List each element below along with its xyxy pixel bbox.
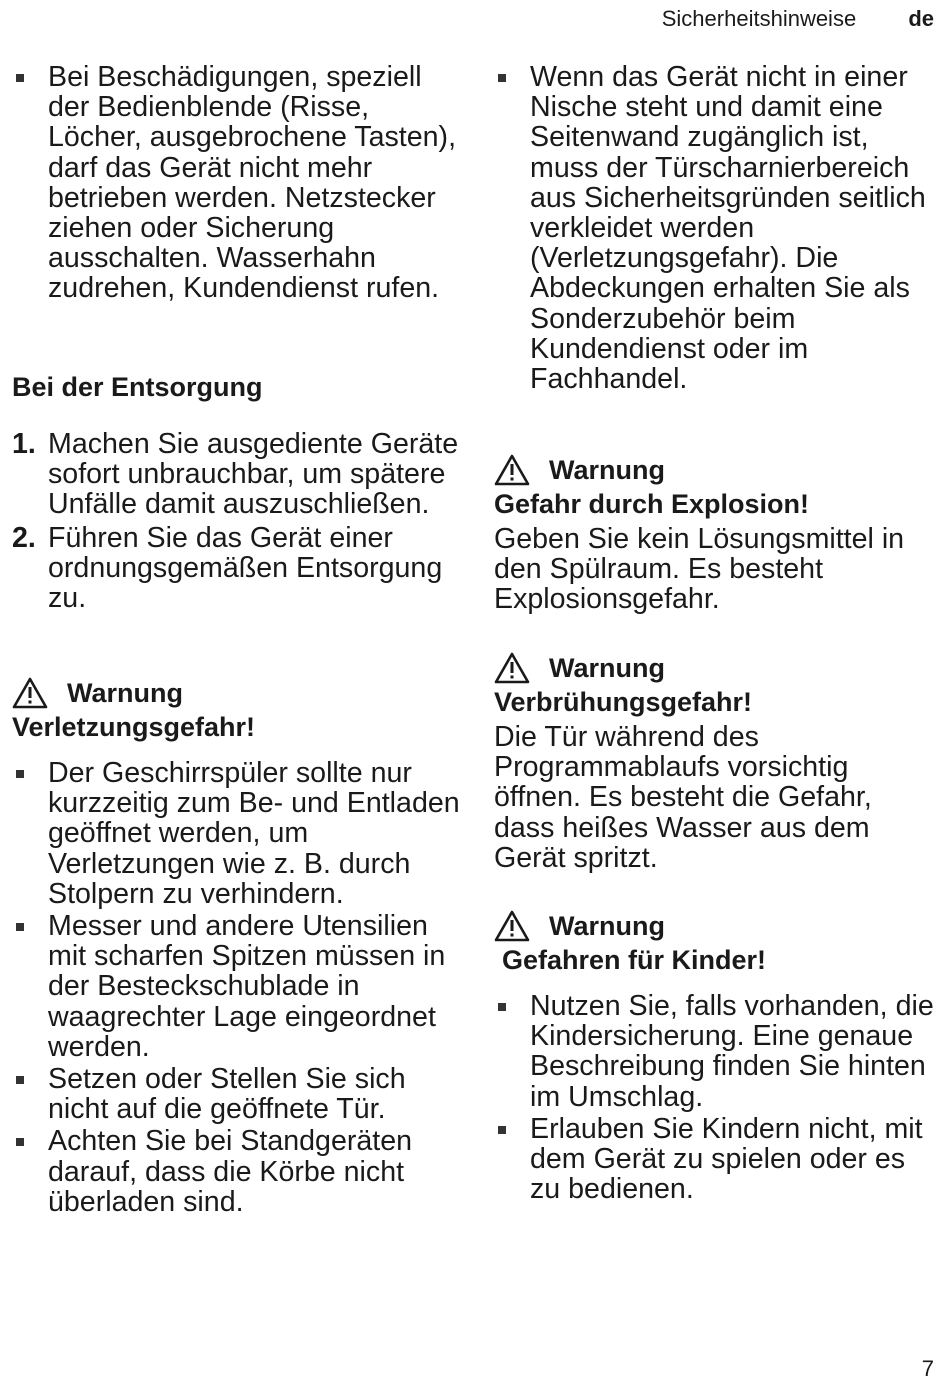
warning-label: Warnung <box>549 455 665 485</box>
warning-scalding <box>494 651 934 873</box>
disposal-steps <box>12 429 462 616</box>
warning-triangle-icon <box>494 910 530 942</box>
warning-label-row <box>12 676 462 710</box>
square-bullet-icon <box>498 1003 506 1011</box>
step-number: 1. <box>12 428 36 460</box>
list-item: Achten Sie bei Standgeräten darauf, dass die Körbe nicht überladen sind. <box>12 1126 462 1217</box>
list-item: Bei Beschädigungen, speziell der Bedienblende (Risse, Löcher, ausgebrochene Tasten), darf das Gerät nicht mehr betrieben werden. Netzstecker ziehen oder Sicherung ausschalten. Wasserhahn zudrehen, Kundendienst rufen. <box>12 62 462 304</box>
list-item: Der Geschirrspüler sollte nur kurzzeitig zum Be- und Entladen geöffnet werden, um Verletzungen wie z. B. durch Stolpern zu verhindern. <box>12 758 462 909</box>
warning-label: Warnung <box>549 911 665 941</box>
warning-title: Gefahr durch Explosion! <box>494 489 810 519</box>
page-number: 7 <box>921 1356 934 1381</box>
warning-label-row <box>494 909 934 943</box>
list-item: 1. Machen Sie ausgediente Geräte sofort unbrauchbar, um spätere Unfälle damit auszuschließen. <box>12 428 459 521</box>
disposal-heading: Bei der Entsorgung <box>12 372 263 402</box>
intro-bullet-list-left <box>12 62 462 306</box>
square-bullet-icon <box>16 770 24 778</box>
warning-children <box>494 909 934 1206</box>
list-item: Wenn das Gerät nicht in einer Nische steht und damit eine Seitenwand zugänglich ist, muss der Türscharnierbereich aus Sicherheitsgründen seitlich verkleidet werden (Verletzungsgefahr). Die Abdeckungen erhalten Sie als Sonderzubehör beim Kundendienst oder im Fachhandel. <box>494 62 934 394</box>
language-code: de <box>908 6 934 31</box>
warning-text: Die Tür während des Programmablaufs vorsichtig öffnen. Es besteht die Gefahr, dass heißes Wasser aus dem Gerät spritzt. <box>494 721 872 874</box>
step-number: 2. <box>12 521 36 554</box>
square-bullet-icon <box>16 74 24 82</box>
list-item: Erlauben Sie Kindern nicht, mit dem Gerät zu spielen oder es zu bedienen. <box>494 1114 934 1205</box>
warning-label-row <box>494 453 934 487</box>
warning-explosion <box>494 453 934 615</box>
square-bullet-icon <box>16 923 24 931</box>
warning-injury <box>12 676 462 1219</box>
warning-triangle-icon <box>494 454 530 486</box>
square-bullet-icon <box>16 1076 24 1084</box>
intro-bullet-list-right <box>494 62 934 396</box>
square-bullet-icon <box>498 74 506 82</box>
warning-bullet-list <box>12 758 462 1217</box>
list-item: Setzen oder Stellen Sie sich nicht auf die geöffnete Tür. <box>12 1064 462 1124</box>
warning-title: Verbrühungsgefahr! <box>494 687 753 717</box>
warning-title: Gefahren für Kinder! <box>502 945 767 975</box>
warning-bullet-list <box>494 991 934 1204</box>
square-bullet-icon <box>16 1138 24 1146</box>
warning-label: Warnung <box>549 653 665 683</box>
section-title: Sicherheitshinweise <box>661 6 857 31</box>
warning-label-row <box>494 651 934 685</box>
page-header <box>662 5 934 33</box>
warning-triangle-icon <box>12 677 48 709</box>
warning-triangle-icon <box>494 652 530 684</box>
list-item: Nutzen Sie, falls vorhanden, die Kindersicherung. Eine genaue Beschreibung finden Sie hinten im Umschlag. <box>494 991 934 1112</box>
warning-text: Geben Sie kein Lösungsmittel in den Spülraum. Es besteht Explosionsgefahr. <box>494 523 905 616</box>
warning-label: Warnung <box>67 678 183 708</box>
list-item: Messer und andere Utensilien mit scharfen Spitzen müssen in der Besteckschublade in waagrechter Lage eingeordnet werden. <box>12 911 462 1062</box>
list-item: 2. Führen Sie das Gerät einer ordnungsgemäßen Entsorgung zu. <box>12 521 443 615</box>
square-bullet-icon <box>498 1126 506 1134</box>
warning-title: Verletzungsgefahr! <box>12 712 256 742</box>
